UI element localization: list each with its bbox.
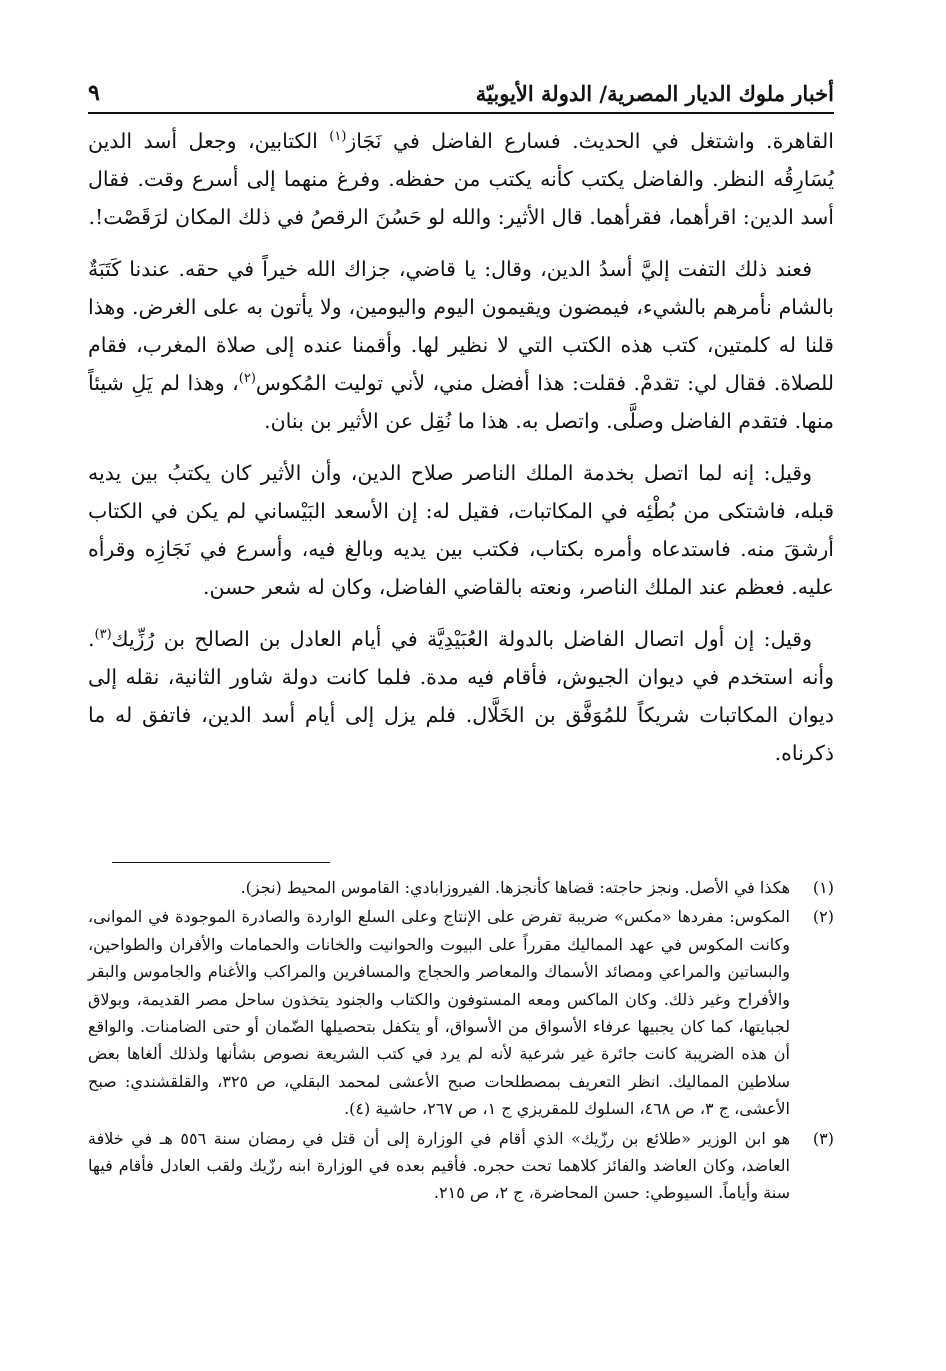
footnote-text: هكذا في الأصل. ونجز حاجته: قضاها كأنجزها. الفيروزابادي: القاموس المحيط (نجز). (240, 878, 790, 897)
footnote-ref-2: (٢) (238, 371, 256, 387)
footnote-ref-1: (١) (329, 129, 347, 145)
footnote-1 (88, 874, 834, 901)
running-head: أخبار ملوك الديار المصرية/ الدولة الأيوبيّة (475, 81, 834, 106)
footnote-number: (١) (812, 878, 834, 897)
paragraph-3: وقيل: إنه لما اتصل بخدمة الملك الناصر صلاح الدين، وأن الأثير كان يكتبُ بين يديه قبله، فاشتكى من بُطْئِه في المكاتبات، فقيل له: إن الأسعد البَيْساني لم يكن في الكتاب أرشقَ منه. فاستدعاه وأمره بكتاب، فكتب بين يديه وبالغ فيه، وأسرع في نَجَازِه وقرأه عليه. فعظم عند الملك الناصر، ونعته بالقاضي الفاضل، وكان له شعر حسن. (88, 461, 834, 599)
footnote-3 (88, 1125, 834, 1207)
paragraph-4-text-a: وقيل: إن أول اتصال الفاضل بالدولة العُبَيْدِيَّة في أيام العادل بن الصالح بن رُزِّيك (111, 627, 812, 651)
page-number: ٩ (88, 80, 100, 106)
paragraph-2-text-b: ، وهذا لم يَلِ شيئاً منها. فتقدم الفاضل وصلَّى. واتصل به. هذا ما نُقِل عن الأثير بن بنان. (88, 371, 834, 433)
paragraph-1-text-a: القاهرة. واشتغل في الحديث. فسارع الفاضل في نَجَاز (346, 129, 834, 153)
paragraph-1-text-b: الكتابين، وجعل أسد الدين يُسَارِقُه النظر. والفاضل يكتب كأنه يكتب من حفظه. وفرغ منهما إلى أسرع وقت. فقال أسد الدين: اقرأهما، فقرأهما. قال الأثير: والله لو حَسُنَ الرقصُ في ذلك المكان لرَقَصْت!. (88, 129, 834, 229)
footnote-text: هو ابن الوزير «طلائع بن رزّيك» الذي أقام في الوزارة إلى أن قتل في رمضان سنة ٥٥٦ هـ في خلافة العاضد، وكان العاضد والفائز كلاهما تحت حجره. فأقيم بعده في الوزارة ابنه رزّيك ولقب العادل فأقام فيها سنة وأياماً. السيوطي: حسن المحاضرة، ج ٢، ص ٢١٥. (88, 1128, 791, 1203)
footnote-text: المكوس: مفردها «مكس» ضريبة تفرض على الإنتاج وعلى السلع الواردة والصادرة الموجودة في الموانى، وكانت المكوس في عهد المماليك مقرراً على البيوت والحوانيت والخانات والحمامات والأفران والطواحين، والبساتين والمراعي ومصائد الأسماك والمعاصر والحجاج والمسافرين والمراكب والأغنام والجاموس والبقر والأفراح وغير ذلك. وكان الماكس ومعه المستوفون والكتاب والجنود يتخذون ساحل مصر القديمة، وبولاق لجبايتها، كما كان يجبيها عرفاء الأسواق من الأسواق، أو يتكفل بتحصيلها الضّمان أو حتى الضامنات. والواقع أن هذه الضريبة كانت جائرة غير شرعية لأنه لم يرد في كتب الشريعة نصوص بشأنها ولذلك ألغاها بعض سلاطين المماليك. انظر التعريف بمصطلحات صبح الأعشى لمحمد البقلي، ص ٣٢٥، والقلقشندي: صبح الأعشى، ج ٣، ص ٤٦٨، السلوك للمقريزي ج ١، ص ٢٦٧، حاشية (٤). (88, 907, 790, 1119)
footnote-2 (88, 903, 834, 1122)
paragraph-4-text-b: . وأنه استخدم في ديوان الجيوش، فأقام فيه مدة. فلما كانت دولة شاور الثانية، نقله إلى ديوان المكاتبات شريكاً للمُوَفَّق بن الخَلَّال. فلم يزل إلى أيام أسد الدين، فاتفق له ما ذكرناه. (88, 627, 834, 765)
footnote-number: (٣) (812, 1128, 834, 1148)
paragraph-1 (88, 122, 834, 236)
footnote-separator (112, 862, 330, 863)
footnote-ref-3: (٣) (94, 627, 112, 643)
page-header (88, 72, 834, 114)
paragraph-4 (88, 620, 834, 772)
paragraph-2 (88, 250, 834, 440)
paragraph-2-text-a: فعند ذلك التفت إليَّ أسدُ الدين، وقال: يا قاضي، جزاك الله خيراً في حقه. عندنا كَتَبَةٌ بالشام نأمرهم بالشيء، فيمضون ويقيمون اليوم واليومين، ولا يأتون به على الغرض. وهذا قلنا له كلمتين، كتب هذه الكتب التي لا نظير لها. وأقمنا عنده إلى صلاة المغرب، فقام للصلاة. فقال لي: تقدمْ. فقلت: هذا أفضل مني، لأني توليت المُكوس (88, 257, 834, 395)
footnotes (88, 874, 834, 1209)
main-text (88, 122, 834, 786)
footnote-number: (٢) (812, 907, 834, 927)
